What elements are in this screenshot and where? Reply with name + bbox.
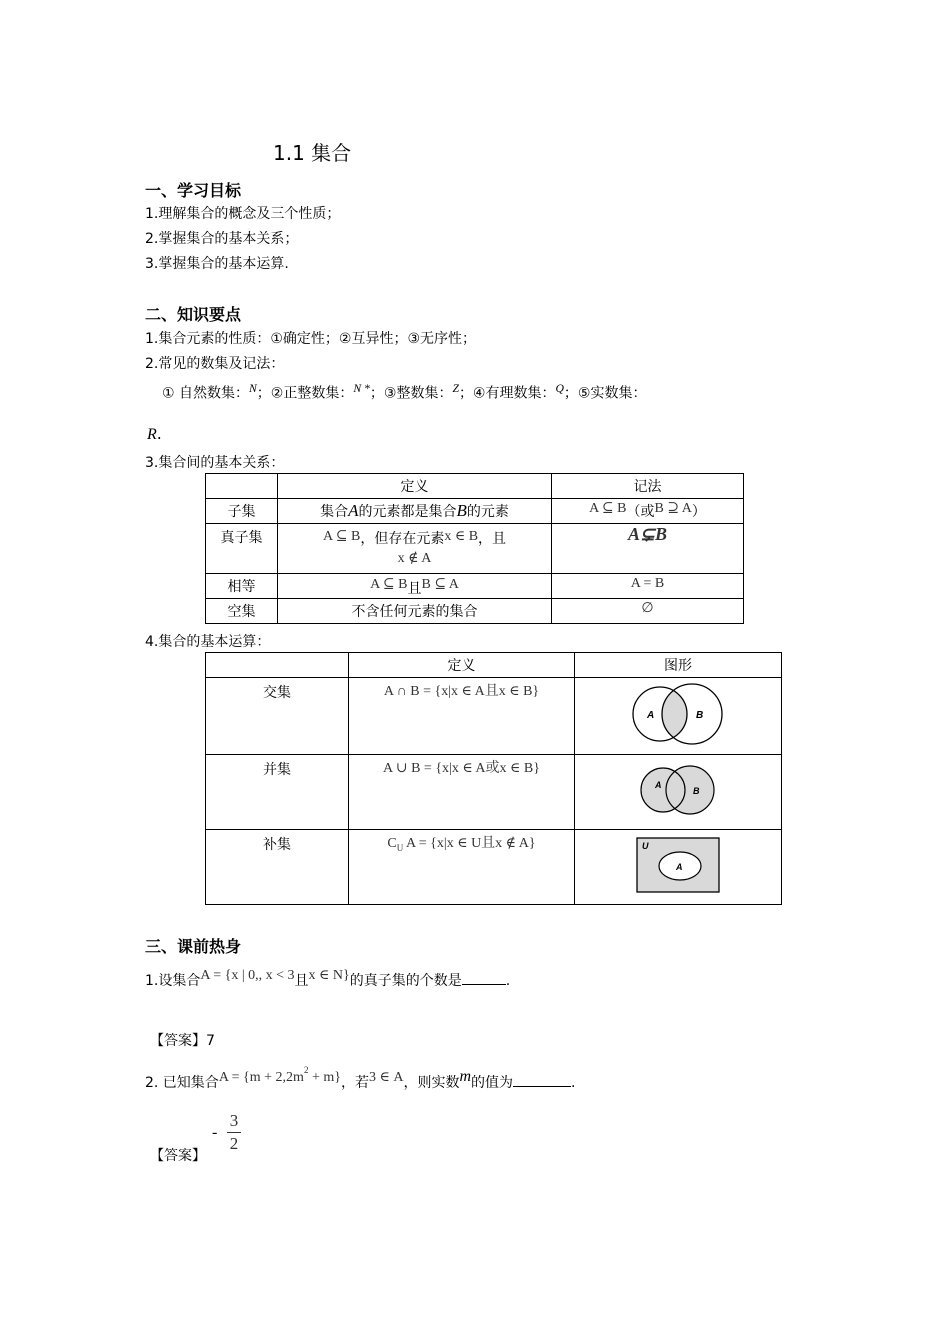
section-goals-heading: 一、学习目标 [145, 181, 242, 200]
question-1: 1.设集合A = {x | 0,, x < 3且x ∈ N}的真子集的个数是 . [145, 968, 511, 989]
union-figure [575, 755, 782, 830]
ops-header-def: 定义 [349, 653, 575, 678]
rational-symbol: Q [555, 382, 564, 395]
subset-def: 集合A的元素都是集合B的元素 [278, 499, 552, 524]
table-row [206, 755, 782, 830]
complement-name: 补集 [206, 830, 349, 905]
intersection-label-b: B [696, 710, 704, 721]
union-venn [638, 760, 718, 820]
relations-header-empty [206, 474, 278, 499]
point-3: 3.集合间的基本关系： [145, 455, 285, 471]
answer-blank-1 [462, 972, 506, 985]
goal-1: 1.理解集合的概念及三个性质； [145, 206, 341, 222]
proper-subset-notation: A⊊B [552, 524, 744, 574]
section-points-heading: 二、知识要点 [145, 305, 242, 324]
table-row [206, 830, 782, 905]
point-4: 4.集合的基本运算： [145, 634, 271, 650]
intersection-venn [630, 678, 726, 750]
union-label-a: A [655, 780, 662, 790]
complement-venn [636, 837, 720, 893]
page-title: 1.1 集合 [273, 141, 352, 165]
natural-symbol: N [249, 382, 257, 395]
union-name: 并集 [206, 755, 349, 830]
goal-2: 2.掌握集合的基本关系； [145, 231, 299, 247]
table-row [206, 499, 744, 524]
equal-name: 相等 [206, 574, 278, 599]
answer-1: 【答案】7 [150, 1033, 215, 1049]
real-symbol: R [147, 426, 157, 443]
positive-int-symbol: N * [353, 382, 370, 395]
answer-blank-2 [513, 1074, 571, 1087]
integer-symbol: Z [452, 382, 459, 395]
intersection-label-a: A [647, 710, 655, 721]
relations-header-notation: 记法 [552, 474, 744, 499]
operations-table [205, 652, 782, 905]
complement-figure [575, 830, 782, 905]
number-sets-line: ① 自然数集：$^N$；②正整数集：$^{N *}$；③整数集：$^Z$；④有理数集：$^Q$；⑤实数集： [162, 382, 647, 402]
goal-3: 3.掌握集合的基本运算. [145, 256, 289, 272]
empty-set-name: 空集 [206, 599, 278, 624]
proper-subset-def: A ⊆ B，但存在元素x ∈ B，且 x ∉ A [278, 524, 552, 574]
complement-label-u: U [642, 841, 649, 851]
complement-def: $C_U$ A = {x|x ∈ U且x ∉ A} [349, 830, 575, 905]
union-label-b: B [693, 786, 700, 796]
point-1: 1.集合元素的性质：①确定性；②互异性；③无序性； [145, 331, 477, 347]
answer-2-label: 【答案】 [150, 1148, 206, 1164]
subset-name: 子集 [206, 499, 278, 524]
table-row [206, 678, 782, 755]
table-row [206, 599, 744, 624]
fraction-numerator: 3 [229, 1111, 239, 1130]
answer-2-fraction [227, 1111, 241, 1154]
equal-def: A ⊆ B且B ⊆ A [278, 574, 552, 599]
table-row [206, 524, 744, 574]
fraction-denominator: 2 [229, 1134, 239, 1153]
union-def: A ∪ B = {x|x ∈ A或x ∈ B} [349, 755, 575, 830]
intersection-name: 交集 [206, 678, 349, 755]
real-symbol-line: R. [147, 424, 162, 443]
empty-set-notation: ∅ [552, 599, 744, 624]
fraction-bar [227, 1132, 241, 1133]
table-row [206, 574, 744, 599]
point-2: 2.常见的数集及记法： [145, 356, 285, 372]
complement-label-a: A [676, 862, 683, 872]
section-warmup-heading: 三、课前热身 [145, 937, 242, 956]
ops-header-empty [206, 653, 349, 678]
intersection-def: A ∩ B = {x|x ∈ A且x ∈ B} [349, 678, 575, 755]
empty-set-def: 不含任何元素的集合 [278, 599, 552, 624]
question-2: 2. 已知集合$A = \{m + 2,2m^2 + m\}$，若3 ∈ A，则实数m的值为 . [145, 1065, 576, 1091]
proper-subset-name: 真子集 [206, 524, 278, 574]
ops-header-figure: 图形 [575, 653, 782, 678]
intersection-figure [575, 678, 782, 755]
equal-notation: A = B [552, 574, 744, 599]
relations-table [205, 473, 744, 624]
subset-notation: A ⊆ B（或B ⊇ A） [552, 499, 744, 524]
answer-2-sign: - [212, 1124, 218, 1141]
relations-header-def: 定义 [278, 474, 552, 499]
